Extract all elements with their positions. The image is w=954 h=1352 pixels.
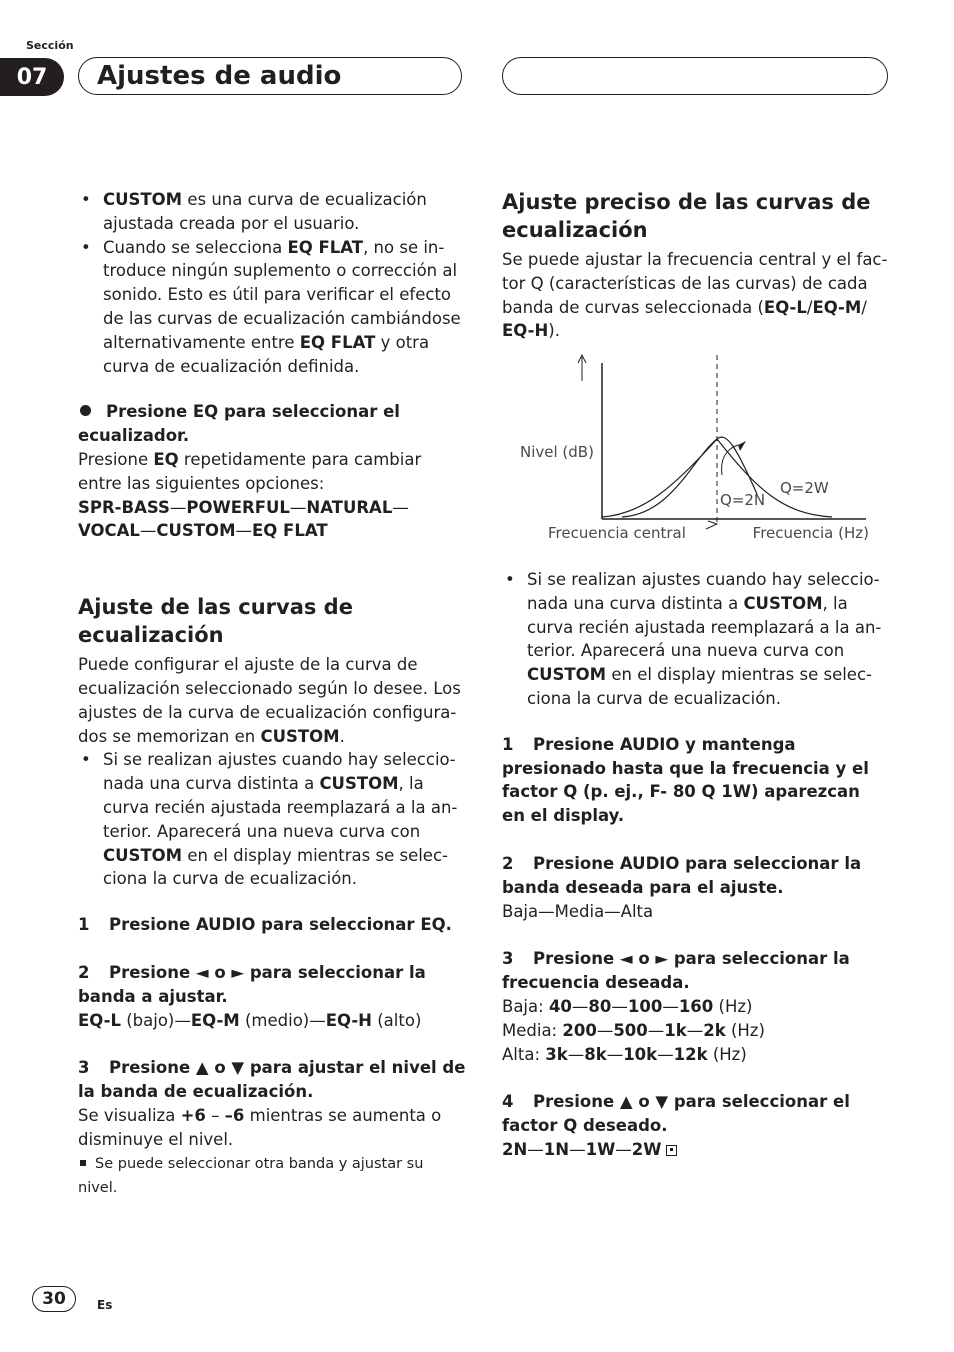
dash: — (569, 1139, 586, 1159)
list-item (78, 236, 466, 379)
media-frequencies (502, 1019, 888, 1043)
section-label: Sección (26, 39, 74, 52)
end-mark-icon (666, 1145, 677, 1156)
text: en el display mientras se selecciona la curva de ecualización. (103, 845, 448, 889)
q-wide-label: Q=2W (780, 479, 829, 498)
text: Cuando se selecciona (103, 237, 288, 257)
text: – (205, 1105, 225, 1125)
step-2 (78, 961, 466, 1009)
bold-term: EQ FLAT (287, 237, 364, 257)
option: CUSTOM (156, 521, 236, 541)
alta-frequencies (502, 1043, 888, 1067)
text: / (806, 297, 813, 317)
value: 10k (623, 1044, 658, 1064)
step-number: 4 (502, 1092, 514, 1112)
bold-term: EQ-L (763, 297, 807, 317)
page-title: Ajustes de audio (97, 61, 342, 91)
dash: — (611, 996, 628, 1016)
bold-term: +6 (180, 1105, 206, 1125)
text: es una curva de ecualización ajustada creada por el usuario. (103, 190, 427, 233)
option: 1N (543, 1139, 570, 1159)
list-item (78, 748, 466, 891)
text: y otra curva de ecualización definida. (103, 332, 430, 376)
step-1 (502, 733, 888, 828)
step-number: 1 (502, 734, 514, 754)
unit: (Hz) (707, 1044, 747, 1064)
text: Si se realizan ajustes cuando hay seleccionada una curva distinta a (103, 750, 456, 794)
bold-term: CUSTOM (103, 845, 183, 865)
value: 500 (613, 1020, 648, 1040)
bold-term: EQ-H (502, 321, 549, 341)
dash: — (647, 1020, 665, 1040)
bold-term: EQ-M (812, 297, 862, 317)
text: Media: (502, 1020, 563, 1040)
bold-term: CUSTOM (103, 190, 183, 209)
step-number: 3 (78, 1058, 90, 1078)
right-column (502, 188, 888, 1162)
bold-term: EQ FLAT (299, 332, 376, 352)
step-number: 2 (502, 853, 514, 873)
dash: — (662, 996, 679, 1016)
text: Presione (78, 449, 154, 469)
step-1 (78, 913, 466, 937)
q-narrow-label: Q=2N (720, 491, 766, 510)
option: POWERFUL (186, 497, 290, 517)
option: NATURAL (306, 497, 393, 517)
bold-term: EQ-H (325, 1010, 372, 1030)
dash: — (174, 1010, 191, 1030)
dash: — (527, 1139, 544, 1159)
bold-term: EQ-L (78, 1010, 121, 1030)
text: Se visualiza (78, 1105, 181, 1125)
step-text: Presione ◄ o ► para seleccionar la banda a ajustar. (78, 962, 426, 1006)
bold-term: –6 (224, 1105, 245, 1125)
step-text: Presione ◄ o ► para seleccionar la frecuencia deseada. (502, 949, 850, 993)
text: (medio) (239, 1010, 310, 1030)
dash: — (309, 1010, 326, 1030)
paragraph (78, 653, 466, 748)
text: Baja: (502, 996, 549, 1016)
value: 12k (673, 1044, 708, 1064)
option: SPR-BASS (78, 497, 170, 517)
text: Alta: (502, 1044, 546, 1064)
dash: — (571, 996, 589, 1016)
frequency-axis-label: Frecuencia (Hz) (752, 524, 869, 543)
bold-term: CUSTOM (260, 726, 340, 746)
list-item (502, 568, 888, 711)
section-number-badge: 07 (0, 58, 64, 96)
wide-q-curve (602, 439, 832, 517)
step-number: 2 (78, 962, 90, 982)
text: Puede configurar el ajuste de la curva de ecualización seleccionado según lo desee. Los ajustes de la curva de ecualización configurados se memorizan en (78, 655, 461, 746)
step-4 (502, 1090, 888, 1138)
language-code: Es (97, 1298, 113, 1312)
text: , la curva recién ajustada reemplazará a la anterior. Aparecerá una nueva curva con (103, 774, 458, 841)
left-column (78, 188, 466, 1200)
step-2-body (78, 1009, 466, 1033)
step-heading (78, 400, 466, 448)
text: , la curva recién ajustada reemplazará a la anterior. Aparecerá una nueva curva con (527, 593, 882, 661)
step-text: Presione AUDIO para seleccionar EQ. (109, 915, 452, 935)
value: 1k (664, 1020, 687, 1040)
value: 2k (703, 1020, 726, 1040)
bold-term: CUSTOM (319, 774, 399, 794)
text: mientras se aumenta o disminuye el nivel. (78, 1105, 442, 1149)
step-2 (502, 852, 888, 900)
step-heading-text: Presione EQ para seleccionar el ecualizador. (78, 402, 400, 446)
unit: (Hz) (713, 996, 753, 1016)
text: en el display mientras se selecciona la curva de ecualización. (527, 665, 872, 708)
step-3 (78, 1056, 466, 1104)
value: 160 (678, 996, 714, 1016)
bold-term: EQ-M (190, 1010, 240, 1030)
dash: — (686, 1020, 704, 1040)
step-3-body (78, 1104, 466, 1152)
note (78, 1152, 466, 1200)
baja-frequencies (502, 995, 888, 1019)
section-heading: Ajuste preciso de las curvas de ecualización (502, 190, 871, 242)
paragraph (502, 248, 888, 343)
step-text: Presione AUDIO y mantenga presionado hasta que la frecuencia y el factor Q (p. ej., F- 80 Q 1W) aparezcan en el display. (502, 734, 869, 826)
paragraph (78, 448, 466, 496)
eq-options (78, 496, 466, 544)
dash: — (169, 497, 187, 517)
text: Si se realizan ajustes cuando hay seleccionada una curva distinta a (527, 569, 880, 613)
text: Se puede ajustar la frecuencia central y el factor Q (características de las curvas) de cada banda de curvas seleccionada ( (502, 250, 888, 317)
value: 100 (627, 996, 663, 1016)
dash: — (657, 1044, 674, 1064)
level-axis-label: Nivel (dB) (520, 443, 594, 462)
text: (alto) (372, 1010, 422, 1030)
value: 200 (562, 1020, 597, 1040)
option: EQ FLAT (252, 521, 328, 541)
step-text: Presione AUDIO para seleccionar la banda deseada para el ajuste. (502, 853, 862, 897)
dash: — (615, 1139, 632, 1159)
value: 80 (588, 996, 612, 1016)
step-3 (502, 947, 888, 995)
section-heading: Ajuste de las curvas de ecualización (78, 595, 353, 648)
note-text: Se puede seleccionar otra banda y ajustar su nivel. (78, 1155, 424, 1196)
text: , no se introduce ningún suplemento o corrección al sonido. Esto es útil para verificar el efecto de las curvas de ecualización cambiándose alternativamente entre (103, 237, 461, 352)
unit: (Hz) (725, 1020, 765, 1040)
option: 1W (585, 1139, 616, 1159)
square-bullet-icon (80, 1160, 86, 1166)
step-2-body: Baja—Media—Alta (502, 901, 654, 921)
center-frequency-label: Frecuencia central (548, 524, 686, 543)
page-number: 30 (32, 1286, 76, 1312)
bold-term: EQ (153, 449, 179, 469)
text: . (339, 726, 345, 746)
dash: — (392, 497, 409, 517)
list-item (78, 188, 466, 236)
step-number: 3 (502, 949, 514, 969)
bold-term: CUSTOM (527, 665, 607, 685)
option: 2W (631, 1139, 662, 1159)
text: (bajo) (120, 1010, 175, 1030)
dash: — (567, 1044, 585, 1064)
option: 2N (502, 1139, 528, 1159)
step-number: 1 (78, 915, 90, 935)
dash: — (596, 1020, 614, 1040)
dash: — (235, 521, 252, 541)
value: 8k (584, 1044, 607, 1064)
header-empty-frame (502, 57, 888, 95)
text: / (861, 297, 867, 317)
dash: — (606, 1044, 624, 1064)
step-text: Presione ▲ o ▼ para ajustar el nivel de la banda de ecualización. (78, 1058, 466, 1102)
text: repetidamente para cambiar entre las siguientes opciones: (78, 449, 422, 493)
filled-dot-icon (80, 405, 91, 416)
step-text: Presione ▲ o ▼ para seleccionar el factor Q deseado. (502, 1092, 850, 1136)
value: 40 (548, 996, 572, 1016)
value: 3k (545, 1044, 568, 1064)
arc-arrow-icon (738, 441, 746, 451)
bold-term: CUSTOM (743, 593, 823, 613)
dash: — (289, 497, 307, 517)
q-factor-options (502, 1138, 888, 1162)
text: ). (548, 321, 560, 341)
dash: — (139, 521, 157, 541)
option: VOCAL (78, 521, 140, 541)
